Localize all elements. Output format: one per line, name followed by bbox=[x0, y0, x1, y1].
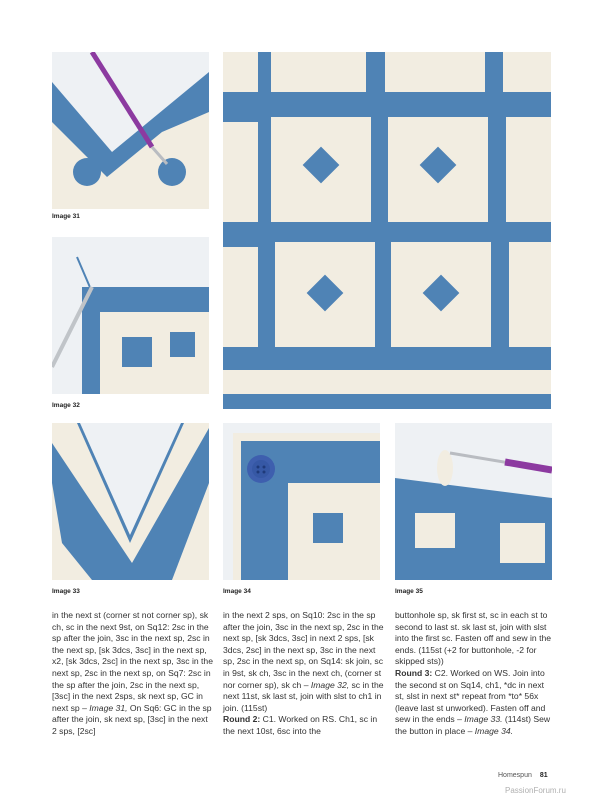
page-footer bbox=[498, 772, 548, 779]
paragraph bbox=[395, 610, 555, 668]
pattern-text: C2. Worked on WS. Join into the second st on Sq14, ch1, *dc in next st, slst in next st* repeat from *to* 56x (leave last st unworked). Fasten off and sew in the ends – bbox=[395, 667, 546, 725]
photo-image-32 bbox=[52, 237, 209, 394]
caption-image-32: Image 32 bbox=[52, 402, 80, 409]
magazine-name: Homespun bbox=[498, 772, 532, 779]
image-reference: Image 31, bbox=[89, 702, 128, 713]
text-column-1 bbox=[52, 610, 214, 738]
round-label: Round 3: bbox=[395, 667, 433, 678]
caption-image-35: Image 35 bbox=[395, 588, 423, 595]
pattern-text: On Sq6: GC in the sp after the join, sk next sp, [3sc] in the next 2 sps, [2sc] bbox=[52, 702, 212, 736]
text-column-2 bbox=[223, 610, 387, 738]
photo-image-31 bbox=[52, 52, 209, 209]
pattern-text: C1. Worked on RS. Ch1, sc in the next 10st, 6sc into the bbox=[223, 714, 378, 736]
pattern-text: buttonhole sp, sk first st, sc in each st to second to last st. sk last st, join with slst into the first sc. Fasten off and sew in the ends. (115st (+2 for buttonhole, -2 for skipped sts)) bbox=[395, 610, 552, 667]
image-reference: Image 33. bbox=[464, 714, 503, 725]
pattern-text: sc in the next 11st, sk last st, join with slst to ch1 in join. (115st) bbox=[223, 679, 384, 713]
page-number: 81 bbox=[539, 772, 548, 779]
paragraph-round-3 bbox=[395, 668, 555, 738]
image-reference: Image 34. bbox=[474, 725, 514, 736]
pattern-text: in the next st (corner st not corner sp), sk ch, sc in the next 9st, on Sq12: 2sc in the sp after the join, 3sc in the next sp, 2sc in the next sp, [sk 3dcs, 3sc] in the next sp, x2, [sk 3dcs, 2sc] in the next sp, 3sc in the next sp, 2sc in the next sp, on Sq7: 2sc in the sp after the join, 2sc in the next sp, [3sc] in the next 2sps, sk next sp, GC in next sp – bbox=[52, 610, 213, 713]
paragraph bbox=[223, 610, 387, 714]
photo-image-35 bbox=[395, 423, 552, 580]
text-column-3 bbox=[395, 610, 555, 738]
photo-image-34 bbox=[223, 423, 380, 580]
paragraph bbox=[52, 610, 214, 738]
watermark: PassionForum.ru bbox=[505, 786, 566, 795]
photo-image-33 bbox=[52, 423, 209, 580]
caption-image-31: Image 31 bbox=[52, 213, 80, 220]
image-reference: Image 32, bbox=[310, 679, 350, 690]
photo-granny-square-blanket bbox=[223, 52, 551, 409]
caption-image-33: Image 33 bbox=[52, 588, 80, 595]
pattern-text: in the next 2 sps, on Sq10: 2sc in the sp after the join, 3sc in the next sp, 2sc in the next sp, [sk 3dcs, 3sc] in next 2 sps, [sk 3dcs, 2sc] in the next sp, 3sc in the next sp, 2sc in the next sp, on Sq14: sk join, sc in 9st, sk ch, 3sc in the next ch, (corner st nor corner sp), sk ch – bbox=[223, 610, 384, 690]
pattern-text: (114st) Sew the button in place – bbox=[395, 714, 551, 736]
paragraph-round-2 bbox=[223, 714, 387, 737]
round-label: Round 2: bbox=[223, 714, 261, 725]
caption-image-34: Image 34 bbox=[223, 588, 251, 595]
